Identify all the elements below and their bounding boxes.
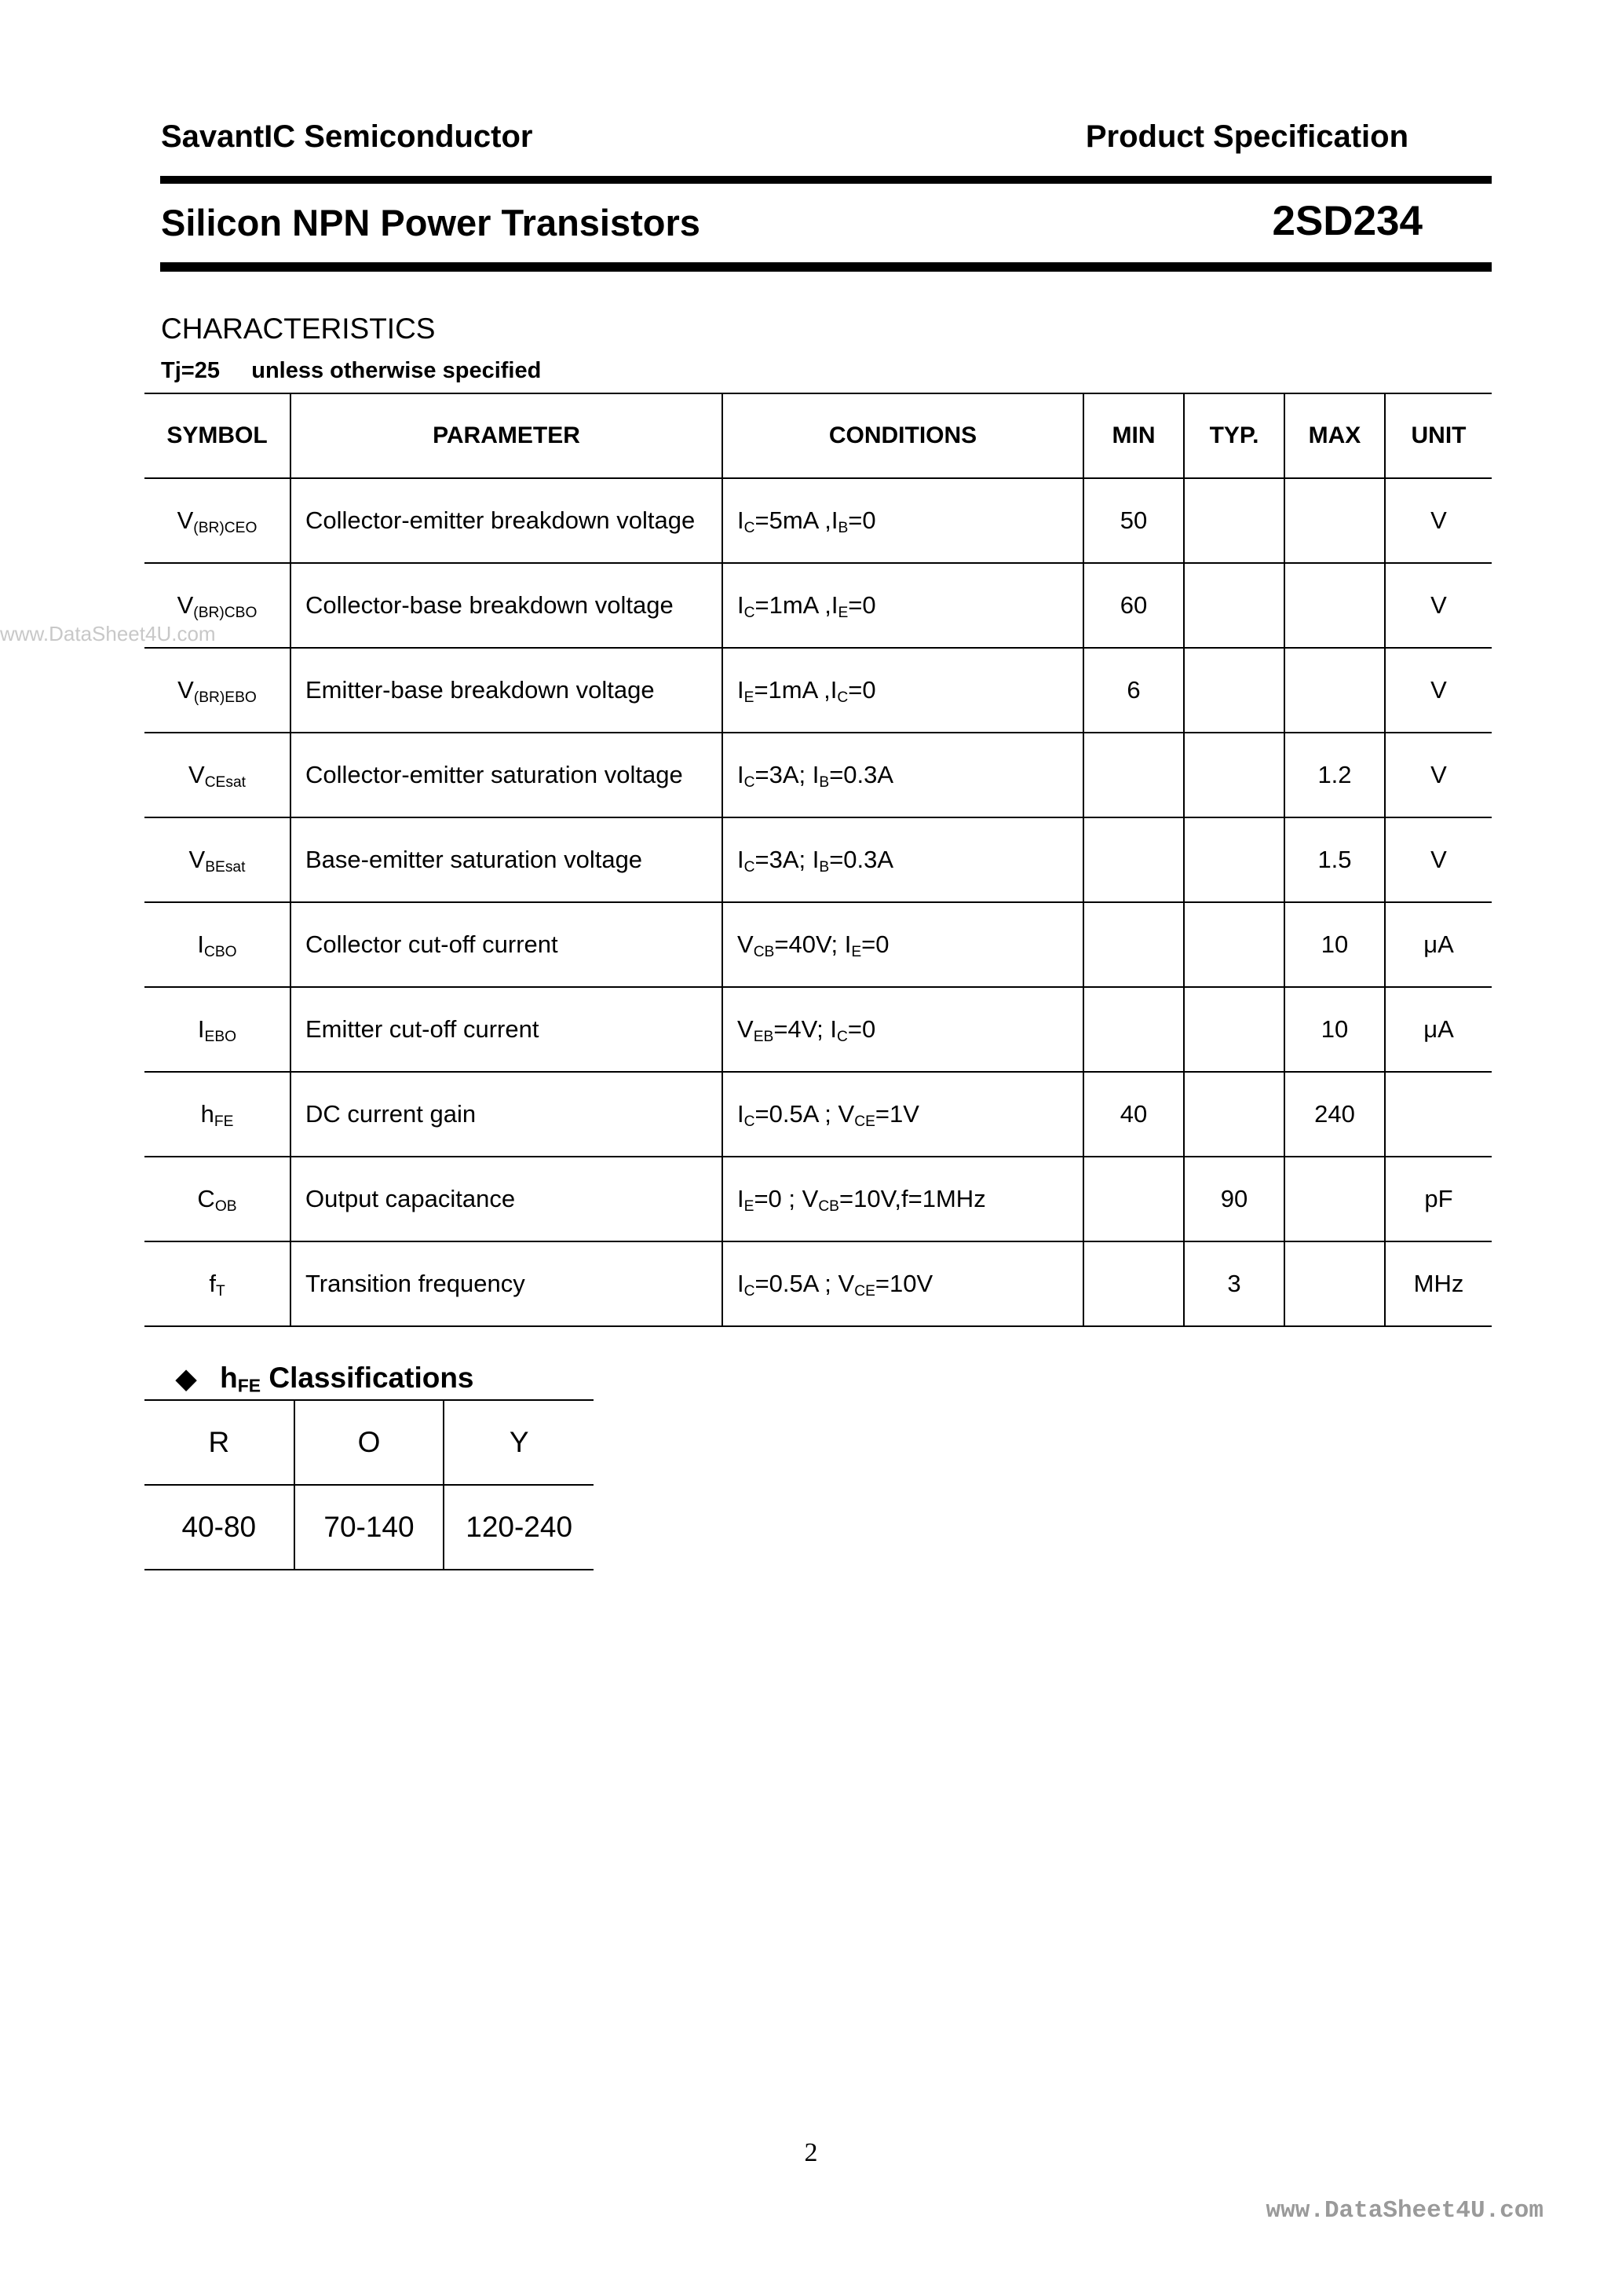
parameter-cell: Emitter cut-off current [290,987,722,1072]
range-row [144,1485,594,1570]
conditions-cell [722,1157,1083,1241]
condition-value: =0.5A ; [754,1270,838,1297]
condition-symbol: I [737,846,744,873]
conditions-cell [722,987,1083,1072]
section-subtitle: Tj=25 unless otherwise specified [161,358,542,383]
unit-cell: V [1385,648,1492,733]
symbol-cell [144,902,290,987]
section-title: CHARACTERISTICS [161,313,436,345]
diamond-bullet-icon: ◆ [176,1364,197,1394]
condition-subscript: C [743,773,755,791]
max-cell: 10 [1284,987,1385,1072]
condition-subscript: C [743,604,755,621]
condition-subscript: CE [854,1113,875,1130]
classifications-title-subscript: FE [237,1375,261,1396]
parameter-cell: DC current gain [290,1072,722,1157]
condition-symbol: I [737,761,744,788]
unit-cell: V [1385,733,1492,817]
condition-value: =1mA , [754,676,831,704]
condition-subscript: E [838,604,849,621]
condition-subscript: E [743,689,754,706]
unit-cell: V [1385,563,1492,648]
table-row [144,817,1492,902]
symbol-subscript: EBO [204,1028,237,1045]
header-rule-top [160,176,1492,184]
condition-value: =3A; [754,846,813,873]
characteristics-table [144,393,1492,1327]
symbol-main: V [177,676,194,704]
range-cell: 40-80 [144,1485,294,1570]
condition-subscript: B [838,519,849,536]
parameter-cell: Base-emitter saturation voltage [290,817,722,902]
condition-value: =40V; [774,930,845,958]
min-cell [1083,1157,1184,1241]
min-cell: 50 [1083,478,1184,563]
conditions-cell [722,563,1083,648]
unit-cell: V [1385,478,1492,563]
typ-cell [1184,817,1284,902]
condition-subscript: C [743,858,755,876]
max-cell: 1.5 [1284,817,1385,902]
condition-subscript: EB [753,1028,774,1045]
max-cell [1284,1241,1385,1326]
min-cell: 60 [1083,563,1184,648]
table-row [144,733,1492,817]
condition-symbol: I [844,930,852,958]
symbol-cell [144,563,290,648]
condition-subscript: C [743,519,755,536]
symbol-subscript: T [215,1282,225,1300]
table-row [144,563,1492,648]
product-title: Silicon NPN Power Transistors [161,202,700,243]
condition-value: =5mA , [754,506,831,534]
condition-symbol: V [737,1015,754,1043]
parameter-cell: Output capacitance [290,1157,722,1241]
column-header: UNIT [1385,393,1492,478]
condition-symbol: I [737,591,744,619]
condition-subscript: B [819,773,830,791]
symbol-main: I [197,1015,205,1043]
condition-value: =0 ; [754,1185,802,1212]
unit-cell: μA [1385,902,1492,987]
unit-cell [1385,1072,1492,1157]
condition-symbol: I [737,1185,744,1212]
condition-symbol: V [802,1185,819,1212]
symbol-main: V [188,761,205,788]
symbol-subscript: CEsat [204,773,246,791]
symbol-subscript: OB [214,1197,237,1215]
conditions-cell [722,1072,1083,1157]
table-header-row [144,393,1492,478]
watermark-bottom-right: www.DataSheet4U.com [1266,2197,1543,2225]
condition-subscript: C [743,1282,755,1300]
max-cell [1284,1157,1385,1241]
min-cell: 40 [1083,1072,1184,1157]
conditions-cell [722,648,1083,733]
min-cell [1083,733,1184,817]
table-row [144,1072,1492,1157]
page-number: 2 [804,2138,818,2167]
symbol-cell [144,987,290,1072]
range-cell: 120-240 [444,1485,594,1570]
condition-value: =0 [848,676,876,704]
condition-value: =10V [875,1270,933,1297]
symbol-cell [144,478,290,563]
condition-symbol: V [838,1270,855,1297]
classifications-title-text: Classifications [261,1362,474,1394]
symbol-main: V [177,591,194,619]
condition-value: =0 [848,506,876,534]
typ-cell [1184,733,1284,817]
column-header: MIN [1083,393,1184,478]
grade-cell: Y [444,1400,594,1485]
typ-cell [1184,648,1284,733]
table-row [144,1241,1492,1326]
symbol-main: f [209,1270,216,1297]
symbol-subscript: CBO [204,943,237,960]
symbol-main: V [177,506,194,534]
conditions-cell [722,817,1083,902]
column-header: CONDITIONS [722,393,1083,478]
column-header: TYP. [1184,393,1284,478]
max-cell [1284,478,1385,563]
symbol-main: I [197,930,204,958]
symbol-subscript: BEsat [205,858,246,876]
condition-symbol: V [737,930,754,958]
condition-symbol: I [812,761,820,788]
typ-cell [1184,478,1284,563]
table-row [144,902,1492,987]
symbol-cell [144,1241,290,1326]
symbol-cell [144,1072,290,1157]
condition-value: =1V [875,1100,919,1128]
symbol-cell [144,817,290,902]
max-cell: 10 [1284,902,1385,987]
grade-row [144,1400,594,1485]
typ-cell: 3 [1184,1241,1284,1326]
condition-subscript: C [837,1028,848,1045]
condition-subscript: C [743,1113,755,1130]
min-cell [1083,817,1184,902]
min-cell [1083,987,1184,1072]
condition-subscript: CB [753,943,775,960]
condition-value: =0 [861,930,890,958]
table-row [144,987,1492,1072]
typ-cell [1184,902,1284,987]
condition-subscript: B [819,858,830,876]
symbol-subscript: (BR)EBO [193,689,257,706]
table-row [144,648,1492,733]
classifications-heading [176,1358,474,1398]
company-name: SavantIC Semiconductor [161,119,533,154]
parameter-cell: Collector-emitter breakdown voltage [290,478,722,563]
header-rule-bottom [160,262,1492,272]
symbol-main: C [197,1185,215,1212]
conditions-cell [722,733,1083,817]
min-cell: 6 [1083,648,1184,733]
condition-subscript: CE [854,1282,875,1300]
parameter-cell: Transition frequency [290,1241,722,1326]
max-cell: 1.2 [1284,733,1385,817]
symbol-main: V [188,846,206,873]
condition-symbol: I [830,1015,838,1043]
symbol-subscript: (BR)CEO [193,519,258,536]
condition-value: =0 [848,591,876,619]
conditions-cell [722,478,1083,563]
conditions-cell [722,1241,1083,1326]
unit-cell: μA [1385,987,1492,1072]
condition-symbol: I [812,846,820,873]
unit-cell: MHz [1385,1241,1492,1326]
min-cell [1083,902,1184,987]
symbol-cell [144,733,290,817]
condition-value: =3A; [754,761,813,788]
symbol-main: h [200,1100,214,1128]
condition-value: =0.3A [829,846,894,873]
range-cell: 70-140 [294,1485,444,1570]
condition-symbol: I [830,676,838,704]
column-header: MAX [1284,393,1385,478]
part-number: 2SD234 [1272,198,1423,244]
table-row [144,1157,1492,1241]
table-body [144,478,1492,1326]
condition-symbol: I [737,1100,744,1128]
grade-cell: R [144,1400,294,1485]
condition-symbol: I [831,506,838,534]
conditions-cell [722,902,1083,987]
condition-value: =1mA , [754,591,831,619]
parameter-cell: Collector-base breakdown voltage [290,563,722,648]
watermark-left: www.DataSheet4U.com [0,622,216,645]
typ-cell [1184,987,1284,1072]
condition-subscript: CB [818,1197,839,1215]
symbol-subscript: FE [214,1113,234,1130]
condition-value: =10V,f=1MHz [839,1185,986,1212]
symbol-cell [144,648,290,733]
condition-symbol: I [737,1270,744,1297]
condition-symbol: I [831,591,838,619]
max-cell [1284,563,1385,648]
condition-value: =0.3A [829,761,894,788]
condition-value: =0 [847,1015,876,1043]
max-cell [1284,648,1385,733]
condition-subscript: E [743,1197,754,1215]
parameter-cell: Collector-emitter saturation voltage [290,733,722,817]
max-cell: 240 [1284,1072,1385,1157]
unit-cell: V [1385,817,1492,902]
condition-subscript: C [837,689,849,706]
typ-cell [1184,1072,1284,1157]
min-cell [1083,1241,1184,1326]
symbol-cell [144,1157,290,1241]
condition-symbol: I [737,506,744,534]
classifications-title-symbol: h [220,1362,238,1394]
condition-subscript: E [851,943,862,960]
grade-cell: O [294,1400,444,1485]
table-row [144,478,1492,563]
parameter-cell: Emitter-base breakdown voltage [290,648,722,733]
symbol-subscript: (BR)CBO [193,604,258,621]
unit-cell: pF [1385,1157,1492,1241]
hfe-classification-table [144,1399,594,1570]
document-type: Product Specification [1085,119,1408,154]
parameter-cell: Collector cut-off current [290,902,722,987]
condition-value: =4V; [773,1015,831,1043]
condition-symbol: V [838,1100,855,1128]
condition-value: =0.5A ; [754,1100,838,1128]
typ-cell: 90 [1184,1157,1284,1241]
column-header: PARAMETER [290,393,722,478]
column-header: SYMBOL [144,393,290,478]
typ-cell [1184,563,1284,648]
condition-symbol: I [737,676,744,704]
